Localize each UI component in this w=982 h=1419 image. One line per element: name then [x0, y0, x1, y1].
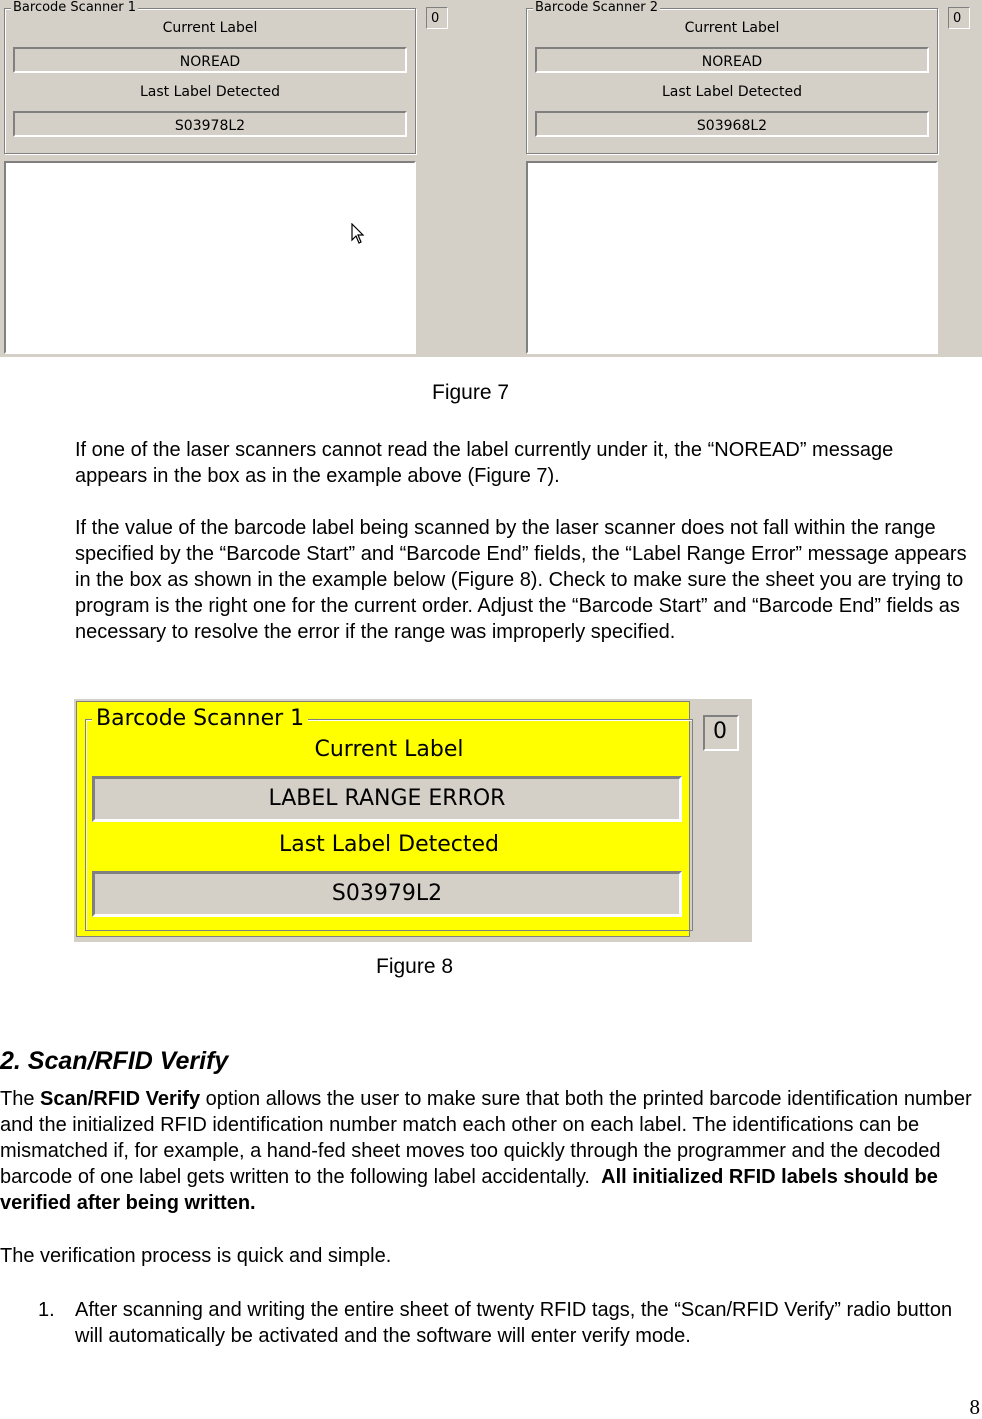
scanner-1-current-label-field: NOREAD: [13, 47, 407, 73]
current-label-field: LABEL RANGE ERROR: [92, 776, 682, 822]
scanner-2-current-label-field: NOREAD: [535, 47, 929, 73]
last-label-field: S03979L2: [92, 871, 682, 917]
scanner-1-title: Barcode Scanner 1: [92, 706, 308, 732]
step-text: After scanning and writing the entire sheet of twenty RFID tags, the “Scan/RFID Verify” radio button will automatically be activated and the software will enter verify mode.: [75, 1299, 953, 1347]
scanner-1-log-area[interactable]: [4, 161, 416, 354]
scanner-1-group: [4, 0, 416, 154]
scanner-1-title: Barcode Scanner 1: [13, 0, 137, 15]
scanner-2-counter: 0: [948, 7, 970, 29]
page-number: 8: [969, 1395, 980, 1419]
scanner-2-current-label-caption: Current Label: [684, 20, 780, 36]
figure-8-screenshot: [74, 699, 752, 942]
scanner-2-last-label-field: S03968L2: [535, 111, 929, 137]
mouse-cursor-icon: [351, 223, 365, 245]
intro-emphasis: All initialized RFID labels should be verified after being written.: [0, 1166, 938, 1214]
scanner-1-highlight-panel: [76, 701, 690, 937]
current-label-caption: Current Label: [314, 737, 464, 762]
scanner-1-last-label-caption: Last Label Detected: [139, 84, 280, 100]
range-error-paragraph: If the value of the barcode label being scanned by the laser scanner does not fall within the range specified by the “Barcode Start” and “Barcode End” fields, the “Label Range Error” message appears in the box as shown in the example below (Figure 8). Check to make sure the sheet you are trying to program is the right one for the current order. Adjust the “Barcode Start” and “Barcode End” fields as necessary to resolve the error if the range was improperly specified.: [75, 517, 967, 643]
intro-rest: option allows the user to make sure that both the printed barcode identification number and the initialized RFID identification number match each other on each label. The identifications can be mismatched if, for example, a hand-fed sheet moves too quickly through the programmer and the decoded barcode of one label gets written to the following label accidentally.: [0, 1088, 972, 1188]
scanner-1-last-label-field: S03978L2: [13, 111, 407, 137]
intro-prefix: The: [0, 1088, 41, 1110]
scanner-2-log-area[interactable]: [526, 161, 938, 354]
step-number: 1.: [38, 1299, 55, 1321]
noread-paragraph: If one of the laser scanners cannot read the label currently under it, the “NOREAD” message appears in the box as in the example above (Figure 7).: [75, 439, 894, 487]
scanner-2-group: [526, 0, 938, 154]
scanner-1-group: [85, 706, 693, 931]
figure-8-caption: Figure 8: [376, 955, 454, 978]
scanner-1-current-label-caption: Current Label: [162, 20, 258, 36]
intro-bold-term: Scan/RFID Verify: [40, 1088, 201, 1110]
section-heading: 2. Scan/RFID Verify: [0, 1047, 229, 1075]
section-intro-paragraph: [0, 1086, 982, 1216]
simple-process-text: The verification process is quick and simple.: [0, 1245, 392, 1267]
scanner-1-counter: 0: [426, 7, 448, 29]
scanner-1-counter: 0: [703, 715, 739, 751]
last-label-caption: Last Label Detected: [278, 832, 500, 857]
figure-7-caption: Figure 7: [432, 381, 510, 404]
scanner-2-title: Barcode Scanner 2: [535, 0, 659, 15]
scanner-2-last-label-caption: Last Label Detected: [661, 84, 802, 100]
figure-7-screenshot: [0, 0, 982, 357]
